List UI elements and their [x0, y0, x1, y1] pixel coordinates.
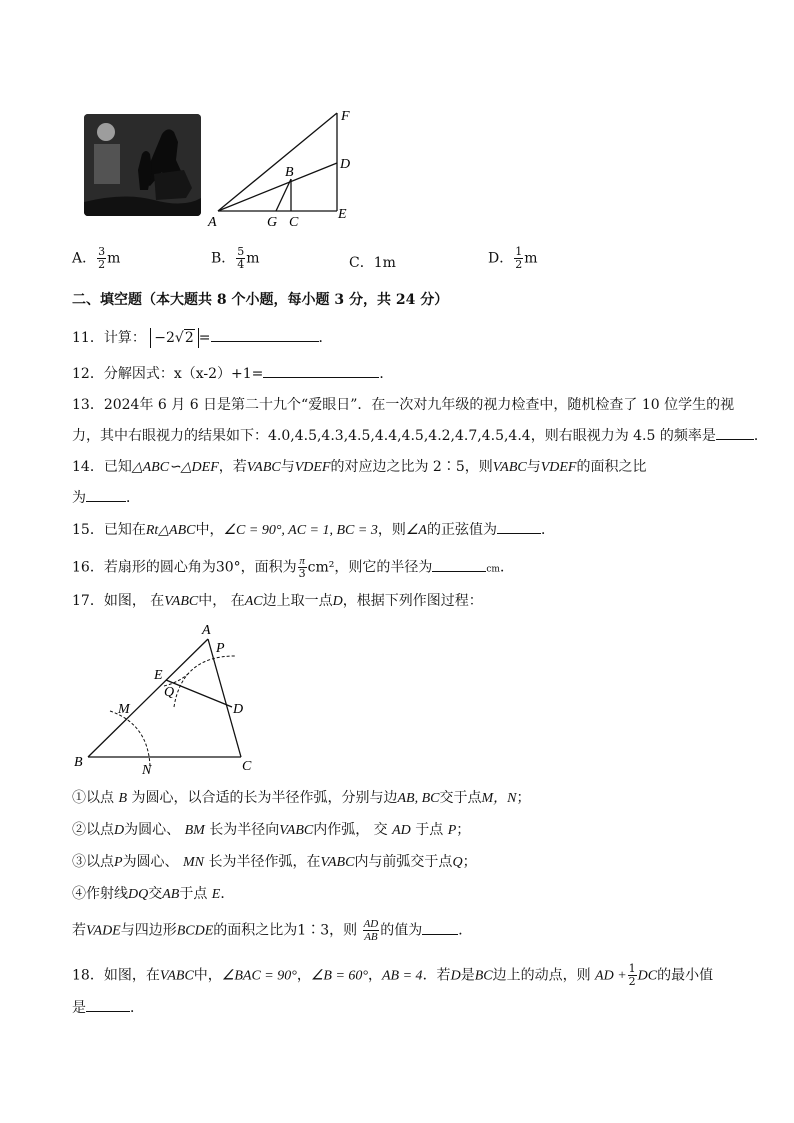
label-D: D [233, 702, 244, 717]
label-P: P [216, 641, 225, 656]
label-A: A [202, 623, 211, 638]
question-11: 11．计算： −2√2 = ． [72, 327, 333, 348]
label-C: C [242, 759, 252, 774]
label-F: F [341, 109, 350, 124]
answer-blank-18[interactable] [86, 997, 130, 1012]
question-13-line1: 13．2024年 6 月 6 日是第二十九个“爱眼日”．在一次对九年级的视力检查中，随机检查了 10 位学生的视 [72, 397, 735, 413]
option-c: C．1m [349, 255, 396, 271]
question-17: 17．如图， 在VABC中， 在AC边上取一点D，根据下列作图过程： [72, 593, 483, 609]
option-a: A． $\frac{3}{2}$ m [72, 245, 121, 271]
answer-blank-14[interactable] [86, 487, 126, 502]
figure-similar-triangles [205, 106, 365, 230]
option-d: D． $\frac{1}{2}$ m [488, 245, 538, 271]
figure-q17-triangle [70, 616, 270, 781]
label-B: B [74, 755, 83, 770]
answer-blank-16[interactable] [432, 557, 486, 572]
label-G: G [267, 215, 278, 230]
question-15: 15．已知在Rt△ABC中，∠C = 90°, AC = 1, BC = 3，则∠A的正弦值为 ． [72, 519, 555, 541]
question-18-line2: 是 ． [72, 997, 144, 1018]
question-14-line2: 为 ． [72, 487, 140, 508]
q17-final: 若VADE与四边形BCDE的面积之比为1∶3，则 $\frac{AD}{AB}$ 的值为 ． [72, 918, 473, 943]
label-E: E [154, 668, 163, 683]
answer-blank-15[interactable] [497, 519, 541, 534]
answer-blank-11[interactable] [211, 327, 319, 342]
question-13-line2: 力，其中右眼视力的结果如下：4.0,4.5,4.3,4.5,4.4,4.5,4.2,4.7,4.5,4.4，则右眼视力为 4.5 的频率是 ． [72, 425, 768, 446]
q17-step-3: ③以点P为圆心、 MN 长为半径作弧，在VABC内与前弧交于点Q； [72, 854, 477, 870]
option-b: B． $\frac{5}{4}$ m [211, 245, 260, 271]
question-18-line1: 18．如图，在VABC中，∠BAC = 90°，∠B = 60°，AB = 4．若D是BC边上的动点，则 AD + $\frac{1}{2}$ DC的最小值 [72, 962, 714, 988]
silhouette-image [84, 114, 201, 216]
q17-step-1: ①以点 B 为圆心，以合适的长为半径作弧，分别与边AB, BC交于点M，N； [72, 790, 531, 806]
label-C: C [289, 215, 299, 230]
label-N: N [142, 763, 152, 778]
label-B: B [285, 165, 294, 180]
question-12: 12．分解因式：x（x-2）+1= ． [72, 363, 393, 384]
answer-blank-13[interactable] [716, 425, 754, 440]
q17-step-4: ④作射线DQ交AB于点 E． [72, 886, 235, 902]
label-A: A [208, 215, 217, 230]
answer-blank-12[interactable] [263, 363, 379, 378]
label-E: E [338, 207, 347, 222]
label-Q: Q [164, 685, 175, 700]
section-2-title: 二、填空题（本大题共 8 个小题，每小题 3 分，共 24 分） [72, 292, 449, 308]
question-14-line1: 14．已知△ABC∽△DEF，若VABC与VDEF的对应边之比为 2∶5，则VABC与VDEF的面积之比 [72, 459, 647, 475]
label-M: M [118, 702, 130, 717]
answer-blank-17[interactable] [422, 920, 458, 935]
question-16: 16．若扇形的圆心角为30°，面积为 $\frac{\pi}{3}$ cm²，则它的半径为 cm． [72, 555, 514, 580]
label-D: D [340, 157, 351, 172]
silhouette-photo [84, 114, 201, 216]
q17-step-2: ②以点D为圆心、 BM 长为半径向VABC内作弧， 交 AD 于点 P； [72, 822, 471, 838]
